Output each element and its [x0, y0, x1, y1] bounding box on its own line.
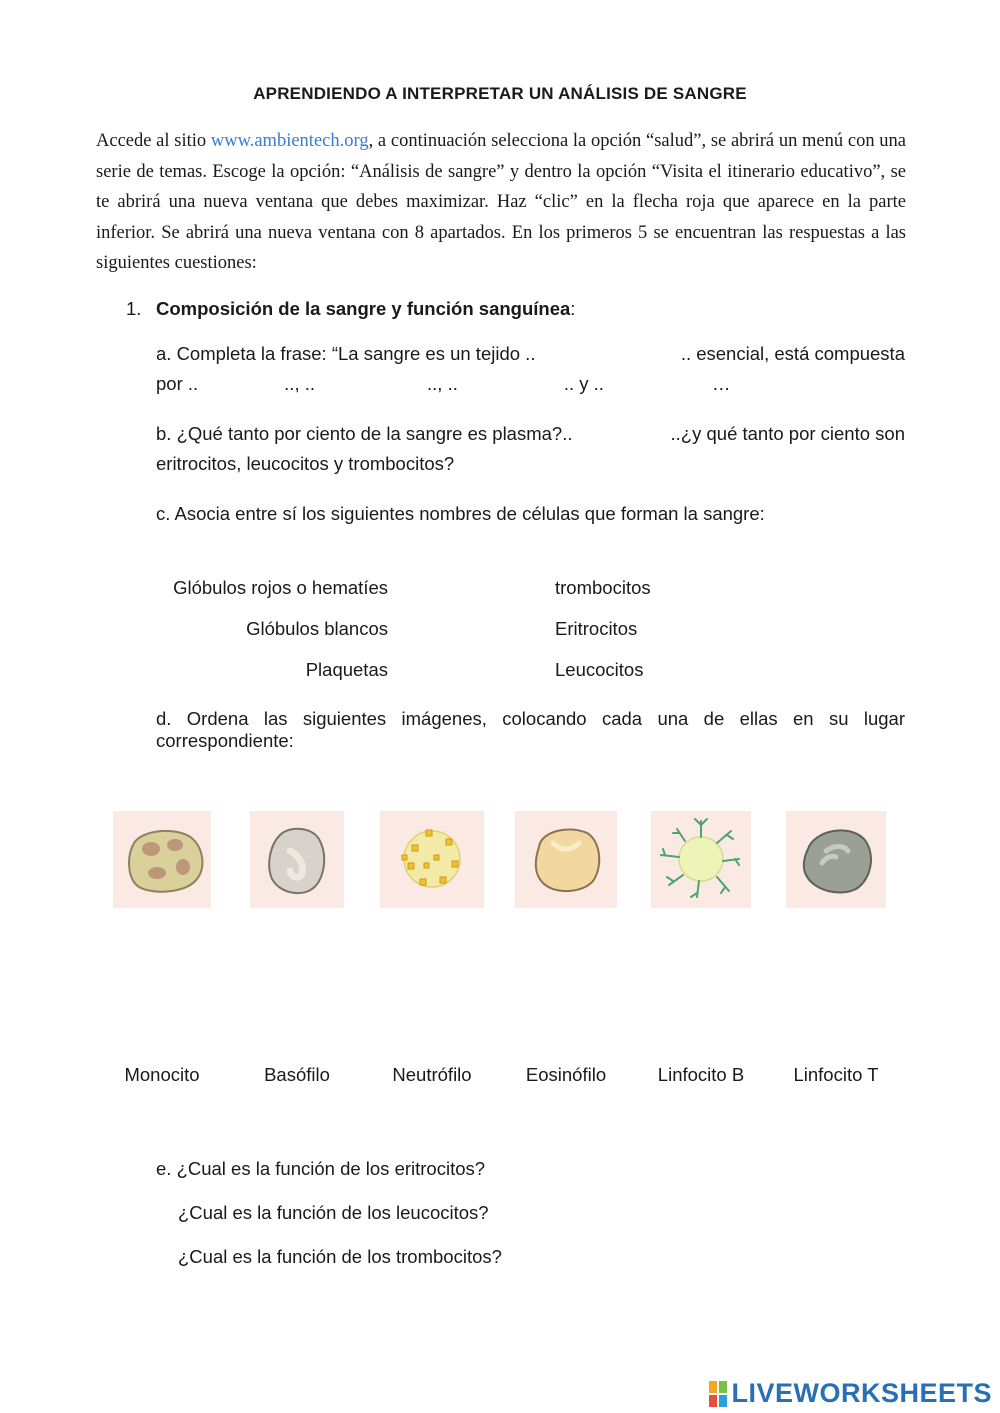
question-b-text-3: eritrocitos, leucocitos y trombocitos? [156, 453, 455, 474]
page-title: APRENDIENDO A INTERPRETAR UN ANÁLISIS DE SANGRE [253, 84, 747, 103]
question-a-por: por .. [156, 373, 199, 394]
cell-image-4[interactable] [515, 811, 617, 908]
question-1-colon: : [570, 298, 576, 319]
question-a-blank-2: .., .. [284, 373, 316, 394]
question-a-blank-4: .. y .. [563, 373, 604, 394]
liveworksheets-logo [709, 1378, 992, 1409]
granular-cell-icon [380, 811, 484, 908]
question-c-prompt: c. Asocia entre sí los siguientes nombres de células que forman la sangre: [156, 503, 765, 524]
intro-text-after: , a continuación selecciona la opción “salud”, se abrirá un menú con una serie de temas. Escoge la opción: “Análisis de sangre” y dentro la opción “Visita el itinerario educativo”, se te abrirá una nueva ventana que debes maximizar. Haz “clic” en la flecha roja que aparece en la parte inferior. Se abrirá una nueva ventana con 8 apartados. En los primeros 5 se encuentran las respuestas a las siguientes cuestiones: [96, 131, 906, 273]
dendritic-cell-icon [651, 811, 751, 908]
cell-image-2[interactable] [250, 811, 344, 908]
question-a-line-2 [156, 369, 905, 399]
logo-text: LIVEWORKSHEETS [731, 1378, 992, 1408]
assoc-right-1: trombocitos [555, 577, 651, 598]
cell-image-3[interactable] [380, 811, 484, 908]
question-e-2: ¿Cual es la función de los leucocitos? [178, 1202, 489, 1223]
intro-paragraph [96, 126, 906, 279]
cell-label-linfocito-b: Linfocito B [657, 1064, 745, 1085]
cell-label-neutrofilo: Neutrófilo [392, 1064, 472, 1085]
question-d-prompt: d. Ordena las siguientes imágenes, colocando cada una de ellas en su lugar correspondiente: [156, 708, 905, 751]
assoc-left-3: Plaquetas [305, 659, 388, 680]
question-a-ellipsis: … [711, 373, 731, 394]
cell-image-5[interactable] [651, 811, 751, 908]
question-e-1: e. ¿Cual es la función de los eritrocitos? [156, 1158, 486, 1179]
bilobed-cell-icon [515, 811, 617, 908]
cell-image-1[interactable] [113, 811, 211, 908]
assoc-left-2: Glóbulos blancos [246, 618, 388, 639]
cell-label-linfocito-t: Linfocito T [793, 1064, 879, 1085]
question-1-title: Composición de la sangre y función sanguínea [156, 298, 571, 319]
assoc-right-2: Eritrocitos [555, 618, 638, 639]
question-a [156, 339, 905, 399]
cell-label-basofilo: Basófilo [264, 1064, 330, 1085]
cell-label-monocito: Monocito [124, 1064, 200, 1085]
ambientech-link[interactable]: www.ambientech.org [210, 131, 369, 151]
pale-cell-icon [250, 811, 344, 908]
question-e-3: ¿Cual es la función de los trombocitos? [178, 1246, 502, 1267]
question-b-text-2: ..¿y qué tanto por ciento son [670, 423, 905, 444]
intro-text-before: Accede al sitio [96, 131, 211, 151]
question-a-text-1: a. Completa la frase: “La sangre es un tejido .. [156, 343, 536, 364]
question-b-text-1: b. ¿Qué tanto por ciento de la sangre es plasma?.. [156, 423, 573, 444]
assoc-left-1: Glóbulos rojos o hematíes [173, 577, 388, 598]
assoc-right-3: Leucocitos [555, 659, 644, 680]
question-a-text-2: .. esencial, está compuesta [680, 343, 905, 364]
logo-mark-icon [709, 1381, 727, 1407]
question-a-blank-3: .., .. [427, 373, 458, 394]
cell-label-eosinofilo: Eosinófilo [525, 1064, 607, 1085]
monocyte-cell-icon [113, 811, 211, 908]
cell-image-6[interactable] [786, 811, 886, 908]
gray-cell-icon [786, 811, 886, 908]
question-b [156, 419, 905, 479]
question-1-heading [126, 298, 575, 320]
question-number: 1. [126, 298, 142, 319]
